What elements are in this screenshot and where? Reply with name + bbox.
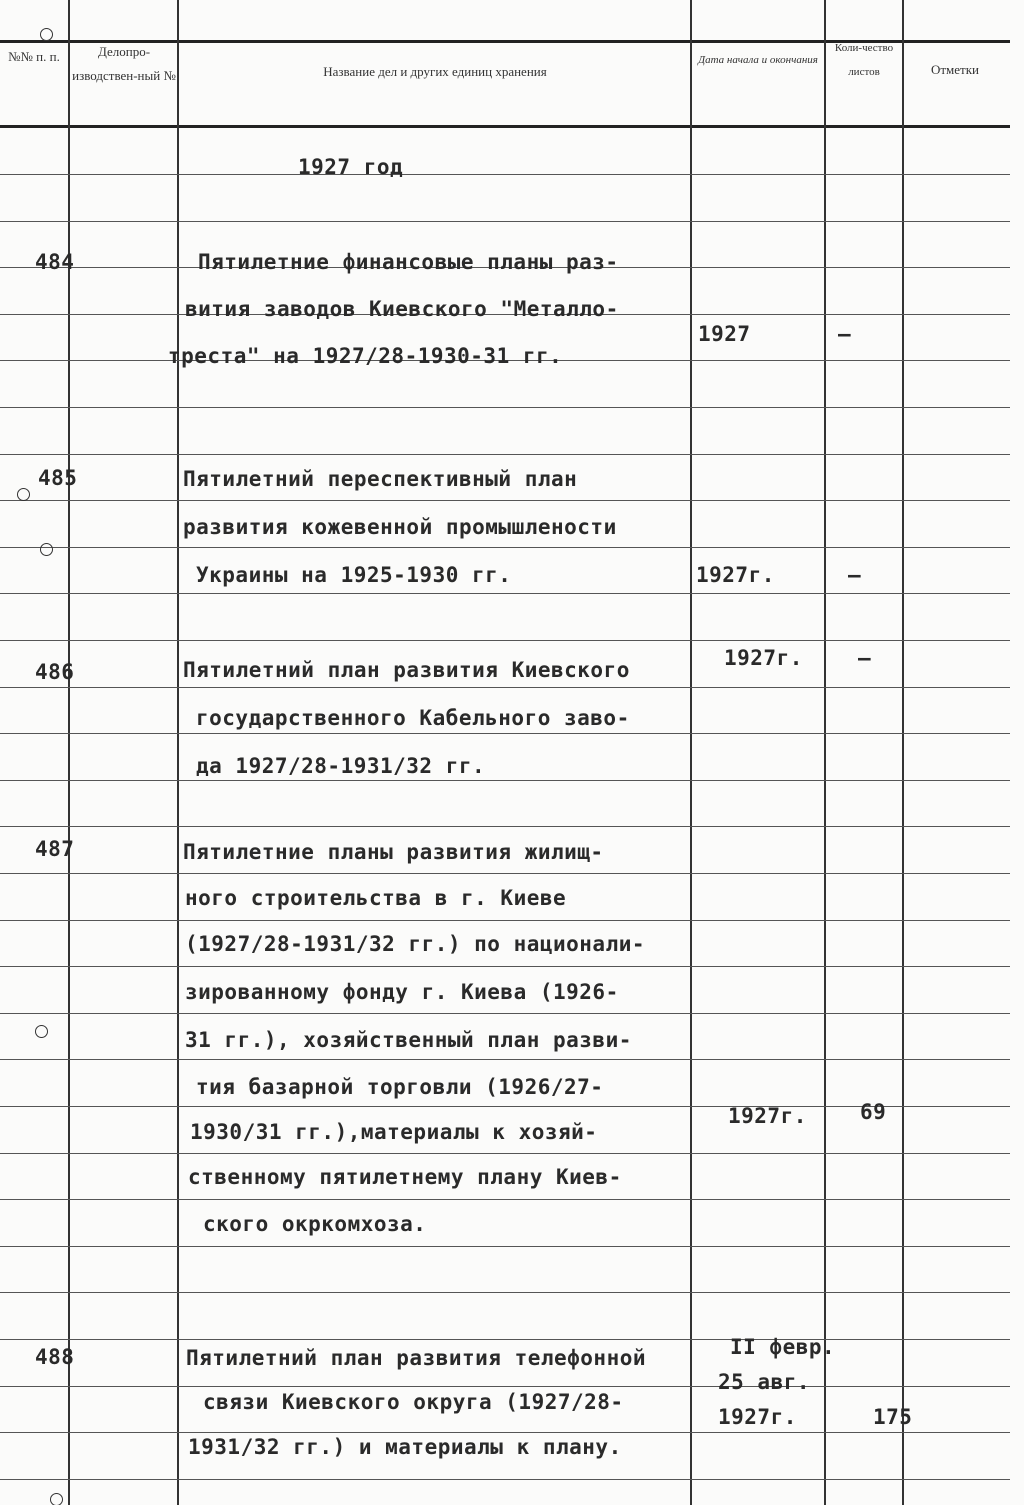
ruled-line (0, 547, 1010, 548)
ruled-line (0, 174, 1010, 175)
header-bottom-rule (0, 125, 1010, 128)
record-sheet-count: – (848, 563, 862, 587)
record-date: 1927 (698, 322, 751, 346)
ruled-line (0, 1106, 1010, 1107)
ruled-line (0, 1153, 1010, 1154)
ruled-line (0, 640, 1010, 641)
ruled-line (0, 1013, 1010, 1014)
ruled-line (0, 920, 1010, 921)
record-sheet-count: – (838, 322, 852, 346)
ruled-line (0, 1479, 1010, 1480)
record-date: 25 авг. (718, 1370, 811, 1394)
ruled-line (0, 1386, 1010, 1387)
ruled-line (0, 966, 1010, 967)
record-date: 1927г. (718, 1405, 797, 1429)
record-title-line: да 1927/28-1931/32 гг. (196, 754, 486, 778)
binding-hole (35, 1025, 48, 1038)
record-date: 1927г. (724, 646, 803, 670)
record-title-line: связи Киевского округа (1927/28- (203, 1390, 624, 1414)
ruled-line (0, 826, 1010, 827)
record-sheet-count: – (858, 646, 872, 670)
record-sheet-count: 69 (860, 1100, 887, 1124)
ruled-line (0, 780, 1010, 781)
record-title-line: 1930/31 гг.),материалы к хозяй- (190, 1120, 598, 1144)
record-title-line: государственного Кабельного заво- (196, 706, 630, 730)
record-title-line: вития заводов Киевского "Металло- (185, 297, 619, 321)
record-title-line: 31 гг.), хозяйственный план разви- (185, 1028, 632, 1052)
record-title-line: ного строительства в г. Киеве (185, 886, 567, 910)
column-divider (824, 0, 826, 1505)
record-title-line: 1931/32 гг.) и материалы к плану. (188, 1435, 622, 1459)
ruled-line (0, 221, 1010, 222)
record-date: II февр. (730, 1335, 836, 1359)
column-divider (902, 0, 904, 1505)
ruled-line (0, 1339, 1010, 1340)
binding-hole (17, 488, 30, 501)
binding-hole (50, 1493, 63, 1505)
column-divider (690, 0, 692, 1505)
record-date: 1927г. (728, 1104, 807, 1128)
record-title-line: Пятилетний план развития Киевского (183, 658, 630, 682)
column-divider (177, 0, 179, 1505)
header-office-num: Делопро-изводствен-ный № (72, 44, 176, 83)
record-date: 1927г. (696, 563, 775, 587)
ruled-line (0, 1059, 1010, 1060)
header-dates: Дата начала и окончания (698, 54, 818, 66)
ruled-line (0, 733, 1010, 734)
ruled-line (0, 407, 1010, 408)
record-title-line: зированному фонду г. Киева (1926- (185, 980, 619, 1004)
record-title-line: тия базарной торговли (1926/27- (196, 1075, 604, 1099)
record-number: 487 (35, 837, 75, 861)
year-heading: 1927 год (298, 155, 404, 179)
record-title-line: развития кожевенной промышлености (183, 515, 617, 539)
header-num: №№ п. п. (8, 49, 60, 64)
column-divider (68, 0, 70, 1505)
binding-hole (40, 28, 53, 41)
header-notes: Отметки (930, 62, 980, 77)
record-number: 488 (35, 1345, 75, 1369)
record-number: 485 (38, 466, 78, 490)
record-title-line: Украины на 1925-1930 гг. (196, 563, 512, 587)
record-title-line: (1927/28-1931/32 гг.) по национали- (185, 932, 646, 956)
record-title-line: ского окркомхоза. (203, 1212, 427, 1236)
ruled-line (0, 1292, 1010, 1293)
header-title: Название дел и других единиц хранения (323, 64, 547, 79)
record-title-line: Пятилетний переспективный план (183, 467, 578, 491)
ruled-line (0, 687, 1010, 688)
ruled-line (0, 500, 1010, 501)
ruled-line (0, 593, 1010, 594)
ruled-line (0, 1246, 1010, 1247)
ruled-line (0, 454, 1010, 455)
record-number: 486 (35, 660, 75, 684)
binding-hole (40, 543, 53, 556)
ruled-line (0, 873, 1010, 874)
record-number: 484 (35, 250, 75, 274)
ruled-line (0, 1199, 1010, 1200)
record-title-line: треста" на 1927/28-1930-31 гг. (168, 344, 563, 368)
record-title-line: ственному пятилетнему плану Киев- (188, 1165, 622, 1189)
ruled-line (0, 1432, 1010, 1433)
record-title-line: Пятилетние планы развития жилищ- (183, 840, 604, 864)
header-count: Коли-чество листов (834, 42, 894, 78)
record-title-line: Пятилетние финансовые планы раз- (198, 250, 619, 274)
record-sheet-count: 175 (873, 1405, 913, 1429)
record-title-line: Пятилетний план развития телефонной (186, 1346, 647, 1370)
